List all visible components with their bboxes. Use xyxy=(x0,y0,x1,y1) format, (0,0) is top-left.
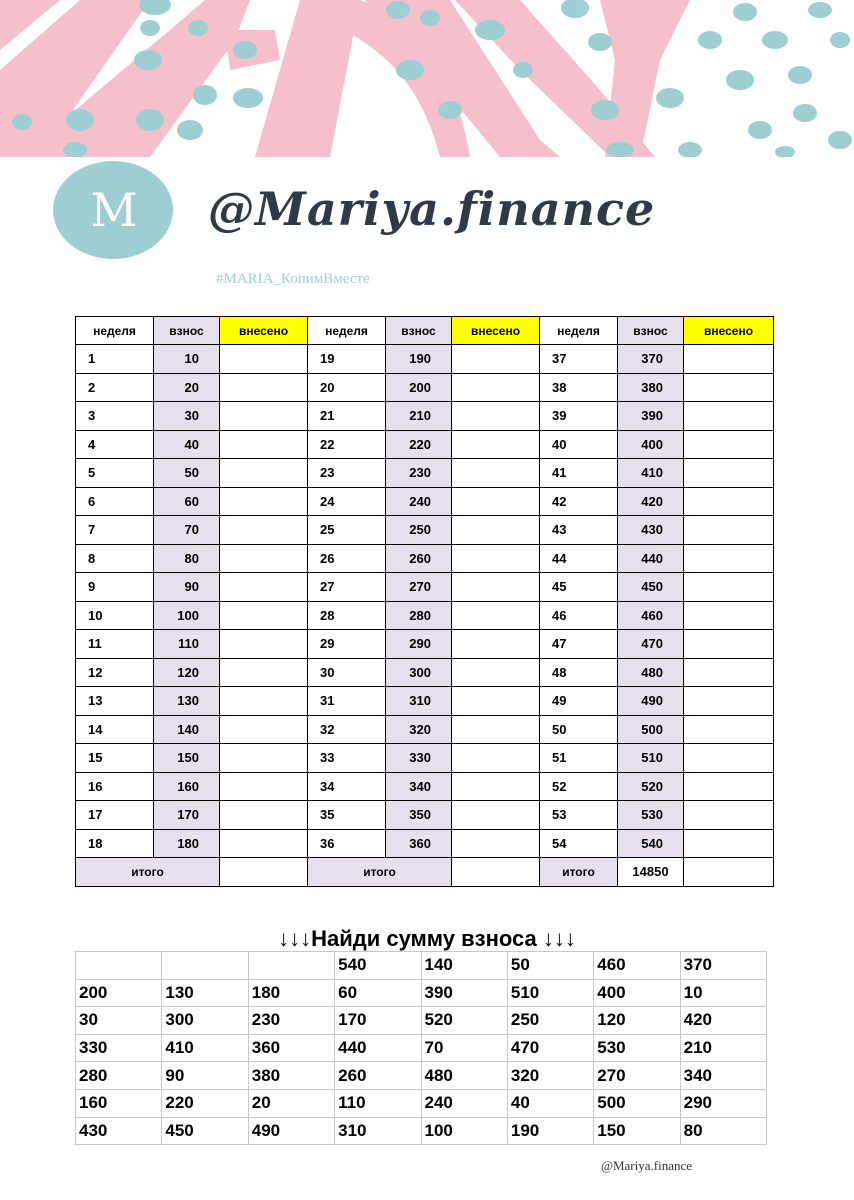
amount-cell: 190 xyxy=(386,345,452,374)
footer-credit: @Mariya.finance xyxy=(601,1158,693,1173)
tracker-total-row xyxy=(76,858,774,887)
amount-cell: 20 xyxy=(154,373,220,402)
header-amount: взнос xyxy=(618,317,684,345)
week-cell: 33 xyxy=(308,744,386,773)
total-label: итого xyxy=(308,858,452,887)
week-cell: 28 xyxy=(308,601,386,630)
week-cell: 41 xyxy=(540,459,618,488)
total-label: итого xyxy=(76,858,220,887)
paid-cell[interactable] xyxy=(684,430,774,459)
header-paid: внесено xyxy=(452,317,540,345)
total-paid-cell[interactable] xyxy=(684,858,774,887)
paid-cell[interactable] xyxy=(452,345,540,374)
header-week: неделя xyxy=(76,317,154,345)
tracker-header-row xyxy=(76,317,774,345)
find-grid-cell[interactable] xyxy=(248,952,334,980)
find-grid-cell[interactable]: 30 xyxy=(76,1007,162,1035)
find-grid-cell[interactable]: 450 xyxy=(162,1117,248,1145)
paid-cell[interactable] xyxy=(452,630,540,659)
paid-cell[interactable] xyxy=(220,573,308,602)
find-grid-cell[interactable]: 90 xyxy=(162,1062,248,1090)
find-grid-cell[interactable]: 310 xyxy=(335,1117,421,1145)
find-grid-row xyxy=(76,1117,767,1145)
find-grid-row xyxy=(76,1034,767,1062)
amount-cell: 500 xyxy=(618,715,684,744)
week-cell: 46 xyxy=(540,601,618,630)
week-cell: 29 xyxy=(308,630,386,659)
header-paid: внесено xyxy=(684,317,774,345)
week-cell: 22 xyxy=(308,430,386,459)
amount-cell: 170 xyxy=(154,801,220,830)
paid-cell[interactable] xyxy=(684,345,774,374)
week-cell: 37 xyxy=(540,345,618,374)
week-cell: 30 xyxy=(308,658,386,687)
amount-cell: 390 xyxy=(618,402,684,431)
find-grid-cell[interactable]: 130 xyxy=(162,979,248,1007)
week-cell: 18 xyxy=(76,829,154,858)
table-row xyxy=(76,601,774,630)
amount-cell: 10 xyxy=(154,345,220,374)
find-grid-cell[interactable]: 200 xyxy=(76,979,162,1007)
amount-cell: 490 xyxy=(618,687,684,716)
find-grid-cell[interactable] xyxy=(162,952,248,980)
amount-cell: 290 xyxy=(386,630,452,659)
amount-cell: 370 xyxy=(618,345,684,374)
amount-cell: 90 xyxy=(154,573,220,602)
table-row xyxy=(76,345,774,374)
find-grid-cell[interactable]: 320 xyxy=(507,1062,593,1090)
amount-cell: 130 xyxy=(154,687,220,716)
paid-cell[interactable] xyxy=(452,459,540,488)
paid-cell[interactable] xyxy=(220,801,308,830)
amount-cell: 380 xyxy=(618,373,684,402)
paid-cell[interactable] xyxy=(220,601,308,630)
week-cell: 24 xyxy=(308,487,386,516)
find-grid-cell[interactable]: 150 xyxy=(594,1117,680,1145)
amount-cell: 320 xyxy=(386,715,452,744)
logo-letter: M xyxy=(90,183,138,237)
amount-cell: 120 xyxy=(154,658,220,687)
paid-cell[interactable] xyxy=(452,658,540,687)
paid-cell[interactable] xyxy=(684,744,774,773)
week-cell: 6 xyxy=(76,487,154,516)
amount-cell: 60 xyxy=(154,487,220,516)
amount-cell: 40 xyxy=(154,430,220,459)
week-cell: 44 xyxy=(540,544,618,573)
amount-cell: 300 xyxy=(386,658,452,687)
paid-cell[interactable] xyxy=(452,430,540,459)
week-cell: 13 xyxy=(76,687,154,716)
week-cell: 12 xyxy=(76,658,154,687)
amount-cell: 230 xyxy=(386,459,452,488)
find-grid-cell[interactable]: 230 xyxy=(248,1007,334,1035)
amount-cell: 520 xyxy=(618,772,684,801)
amount-cell: 360 xyxy=(386,829,452,858)
find-grid-cell[interactable]: 340 xyxy=(680,1062,766,1090)
find-grid-cell[interactable]: 20 xyxy=(248,1089,334,1117)
paid-cell[interactable] xyxy=(220,744,308,773)
table-row xyxy=(76,829,774,858)
paid-cell[interactable] xyxy=(452,601,540,630)
amount-cell: 260 xyxy=(386,544,452,573)
paid-cell[interactable] xyxy=(220,345,308,374)
find-grid-cell[interactable]: 470 xyxy=(507,1034,593,1062)
find-grid-body xyxy=(76,952,767,1145)
amount-cell: 480 xyxy=(618,658,684,687)
week-cell: 35 xyxy=(308,801,386,830)
paid-cell[interactable] xyxy=(220,630,308,659)
find-grid-cell[interactable]: 430 xyxy=(76,1117,162,1145)
decorative-banner xyxy=(0,0,854,157)
paid-cell[interactable] xyxy=(684,516,774,545)
paid-cell[interactable] xyxy=(220,715,308,744)
paid-cell[interactable] xyxy=(452,487,540,516)
amount-cell: 70 xyxy=(154,516,220,545)
find-grid-cell[interactable]: 540 xyxy=(335,952,421,980)
week-cell: 49 xyxy=(540,687,618,716)
week-cell: 47 xyxy=(540,630,618,659)
find-grid-row xyxy=(76,952,767,980)
paid-cell[interactable] xyxy=(452,687,540,716)
week-cell: 51 xyxy=(540,744,618,773)
week-cell: 17 xyxy=(76,801,154,830)
week-cell: 9 xyxy=(76,573,154,602)
week-cell: 2 xyxy=(76,373,154,402)
total-label: итого xyxy=(540,858,618,887)
paid-cell[interactable] xyxy=(684,829,774,858)
week-cell: 42 xyxy=(540,487,618,516)
find-grid-cell[interactable]: 140 xyxy=(421,952,507,980)
week-cell: 39 xyxy=(540,402,618,431)
week-cell: 48 xyxy=(540,658,618,687)
find-grid-cell[interactable]: 40 xyxy=(507,1089,593,1117)
paid-cell[interactable] xyxy=(684,658,774,687)
find-grid-cell[interactable]: 100 xyxy=(421,1117,507,1145)
week-cell: 34 xyxy=(308,772,386,801)
table-row xyxy=(76,658,774,687)
find-grid-cell[interactable]: 60 xyxy=(335,979,421,1007)
amount-cell: 30 xyxy=(154,402,220,431)
find-grid-cell[interactable]: 500 xyxy=(594,1089,680,1117)
paid-cell[interactable] xyxy=(684,544,774,573)
find-grid-cell[interactable]: 220 xyxy=(162,1089,248,1117)
paid-cell[interactable] xyxy=(684,487,774,516)
find-grid-cell[interactable]: 170 xyxy=(335,1007,421,1035)
week-cell: 52 xyxy=(540,772,618,801)
total-paid-cell[interactable] xyxy=(452,858,540,887)
find-grid-cell[interactable]: 440 xyxy=(335,1034,421,1062)
find-grid-cell[interactable]: 510 xyxy=(507,979,593,1007)
find-amount-grid xyxy=(75,951,767,1145)
table-row xyxy=(76,544,774,573)
paid-cell[interactable] xyxy=(684,772,774,801)
find-grid-cell[interactable]: 370 xyxy=(680,952,766,980)
week-cell: 20 xyxy=(308,373,386,402)
paid-cell[interactable] xyxy=(684,801,774,830)
amount-cell: 200 xyxy=(386,373,452,402)
amount-cell: 430 xyxy=(618,516,684,545)
find-grid-cell[interactable]: 120 xyxy=(594,1007,680,1035)
find-grid-cell[interactable]: 70 xyxy=(421,1034,507,1062)
week-cell: 8 xyxy=(76,544,154,573)
find-grid-cell[interactable]: 160 xyxy=(76,1089,162,1117)
amount-cell: 470 xyxy=(618,630,684,659)
total-paid-cell[interactable] xyxy=(220,858,308,887)
find-grid-cell[interactable]: 490 xyxy=(248,1117,334,1145)
week-cell: 16 xyxy=(76,772,154,801)
week-cell: 38 xyxy=(540,373,618,402)
paid-cell[interactable] xyxy=(220,772,308,801)
paid-cell[interactable] xyxy=(684,573,774,602)
week-cell: 40 xyxy=(540,430,618,459)
find-grid-cell[interactable]: 180 xyxy=(248,979,334,1007)
week-cell: 23 xyxy=(308,459,386,488)
paid-cell[interactable] xyxy=(220,430,308,459)
amount-cell: 270 xyxy=(386,573,452,602)
week-cell: 3 xyxy=(76,402,154,431)
brand-title: @Mariya.finance xyxy=(208,182,656,236)
paid-cell[interactable] xyxy=(452,744,540,773)
amount-cell: 330 xyxy=(386,744,452,773)
find-grid-cell[interactable]: 270 xyxy=(594,1062,680,1090)
week-cell: 27 xyxy=(308,573,386,602)
find-grid-cell[interactable]: 290 xyxy=(680,1089,766,1117)
find-grid-cell[interactable]: 520 xyxy=(421,1007,507,1035)
week-cell: 4 xyxy=(76,430,154,459)
paid-cell[interactable] xyxy=(452,772,540,801)
week-cell: 21 xyxy=(308,402,386,431)
week-cell: 26 xyxy=(308,544,386,573)
paid-cell[interactable] xyxy=(684,687,774,716)
find-grid-cell[interactable]: 260 xyxy=(335,1062,421,1090)
paid-cell[interactable] xyxy=(220,373,308,402)
paid-cell[interactable] xyxy=(684,715,774,744)
paid-cell[interactable] xyxy=(684,630,774,659)
amount-cell: 410 xyxy=(618,459,684,488)
table-row xyxy=(76,373,774,402)
find-grid-cell[interactable]: 400 xyxy=(594,979,680,1007)
amount-cell: 450 xyxy=(618,573,684,602)
brush-pattern-image xyxy=(0,0,854,157)
table-row xyxy=(76,772,774,801)
amount-cell: 460 xyxy=(618,601,684,630)
paid-cell[interactable] xyxy=(220,459,308,488)
find-grid-cell[interactable]: 360 xyxy=(248,1034,334,1062)
table-row xyxy=(76,801,774,830)
paid-cell[interactable] xyxy=(220,687,308,716)
week-cell: 43 xyxy=(540,516,618,545)
amount-cell: 160 xyxy=(154,772,220,801)
week-cell: 45 xyxy=(540,573,618,602)
week-cell: 50 xyxy=(540,715,618,744)
amount-cell: 420 xyxy=(618,487,684,516)
table-row xyxy=(76,744,774,773)
paid-cell[interactable] xyxy=(452,402,540,431)
paid-cell[interactable] xyxy=(452,373,540,402)
paid-cell[interactable] xyxy=(684,402,774,431)
table-row xyxy=(76,630,774,659)
paid-cell[interactable] xyxy=(220,516,308,545)
amount-cell: 100 xyxy=(154,601,220,630)
amount-cell: 310 xyxy=(386,687,452,716)
amount-cell: 340 xyxy=(386,772,452,801)
header-amount: взнос xyxy=(154,317,220,345)
find-grid-cell[interactable]: 410 xyxy=(162,1034,248,1062)
week-cell: 7 xyxy=(76,516,154,545)
paid-cell[interactable] xyxy=(452,516,540,545)
find-grid-cell[interactable]: 420 xyxy=(680,1007,766,1035)
find-grid-cell[interactable]: 190 xyxy=(507,1117,593,1145)
find-grid-cell[interactable]: 530 xyxy=(594,1034,680,1062)
find-grid-cell[interactable]: 10 xyxy=(680,979,766,1007)
week-cell: 1 xyxy=(76,345,154,374)
find-grid-cell[interactable]: 460 xyxy=(594,952,680,980)
amount-cell: 110 xyxy=(154,630,220,659)
savings-tracker-table xyxy=(75,316,774,887)
header-week: неделя xyxy=(540,317,618,345)
amount-cell: 50 xyxy=(154,459,220,488)
paid-cell[interactable] xyxy=(684,459,774,488)
find-grid-cell[interactable]: 280 xyxy=(76,1062,162,1090)
table-row xyxy=(76,516,774,545)
grand-total-value: 14850 xyxy=(618,858,684,887)
find-grid-cell[interactable]: 110 xyxy=(335,1089,421,1117)
week-cell: 25 xyxy=(308,516,386,545)
amount-cell: 530 xyxy=(618,801,684,830)
find-grid-row xyxy=(76,979,767,1007)
table-row xyxy=(76,573,774,602)
table-row xyxy=(76,715,774,744)
table-row xyxy=(76,402,774,431)
find-grid-cell[interactable]: 300 xyxy=(162,1007,248,1035)
paid-cell[interactable] xyxy=(684,373,774,402)
amount-cell: 280 xyxy=(386,601,452,630)
find-section-title: ↓↓↓Найди сумму взноса ↓↓↓ xyxy=(278,926,576,951)
find-grid-cell[interactable] xyxy=(76,952,162,980)
week-cell: 11 xyxy=(76,630,154,659)
amount-cell: 540 xyxy=(618,829,684,858)
week-cell: 54 xyxy=(540,829,618,858)
paid-cell[interactable] xyxy=(220,544,308,573)
paid-cell[interactable] xyxy=(684,601,774,630)
find-grid-cell[interactable]: 80 xyxy=(680,1117,766,1145)
find-grid-cell[interactable]: 250 xyxy=(507,1007,593,1035)
find-grid-cell[interactable]: 480 xyxy=(421,1062,507,1090)
find-grid-cell[interactable]: 210 xyxy=(680,1034,766,1062)
header-week: неделя xyxy=(308,317,386,345)
amount-cell: 220 xyxy=(386,430,452,459)
table-row xyxy=(76,687,774,716)
paid-cell[interactable] xyxy=(220,487,308,516)
amount-cell: 180 xyxy=(154,829,220,858)
week-cell: 31 xyxy=(308,687,386,716)
amount-cell: 150 xyxy=(154,744,220,773)
week-cell: 14 xyxy=(76,715,154,744)
header-paid: внесено xyxy=(220,317,308,345)
find-grid-cell[interactable]: 330 xyxy=(76,1034,162,1062)
amount-cell: 510 xyxy=(618,744,684,773)
paid-cell[interactable] xyxy=(452,544,540,573)
amount-cell: 440 xyxy=(618,544,684,573)
find-grid-cell[interactable]: 390 xyxy=(421,979,507,1007)
amount-cell: 250 xyxy=(386,516,452,545)
paid-cell[interactable] xyxy=(452,829,540,858)
week-cell: 32 xyxy=(308,715,386,744)
paid-cell[interactable] xyxy=(452,715,540,744)
find-grid-cell[interactable]: 240 xyxy=(421,1089,507,1117)
week-cell: 10 xyxy=(76,601,154,630)
week-cell: 15 xyxy=(76,744,154,773)
amount-cell: 210 xyxy=(386,402,452,431)
find-grid-row xyxy=(76,1089,767,1117)
amount-cell: 140 xyxy=(154,715,220,744)
amount-cell: 400 xyxy=(618,430,684,459)
paid-cell[interactable] xyxy=(220,402,308,431)
amount-cell: 240 xyxy=(386,487,452,516)
paid-cell[interactable] xyxy=(452,801,540,830)
paid-cell[interactable] xyxy=(220,829,308,858)
tracker-body xyxy=(76,317,774,887)
find-grid-cell[interactable]: 380 xyxy=(248,1062,334,1090)
table-row xyxy=(76,430,774,459)
table-row xyxy=(76,487,774,516)
week-cell: 5 xyxy=(76,459,154,488)
amount-cell: 350 xyxy=(386,801,452,830)
week-cell: 36 xyxy=(308,829,386,858)
find-grid-row xyxy=(76,1007,767,1035)
week-cell: 19 xyxy=(308,345,386,374)
paid-cell[interactable] xyxy=(220,658,308,687)
find-grid-row xyxy=(76,1062,767,1090)
find-grid-cell[interactable]: 50 xyxy=(507,952,593,980)
amount-cell: 80 xyxy=(154,544,220,573)
header-amount: взнос xyxy=(386,317,452,345)
week-cell: 53 xyxy=(540,801,618,830)
paid-cell[interactable] xyxy=(452,573,540,602)
hashtag: #MARIA_КопимВместе xyxy=(216,271,370,287)
table-row xyxy=(76,459,774,488)
